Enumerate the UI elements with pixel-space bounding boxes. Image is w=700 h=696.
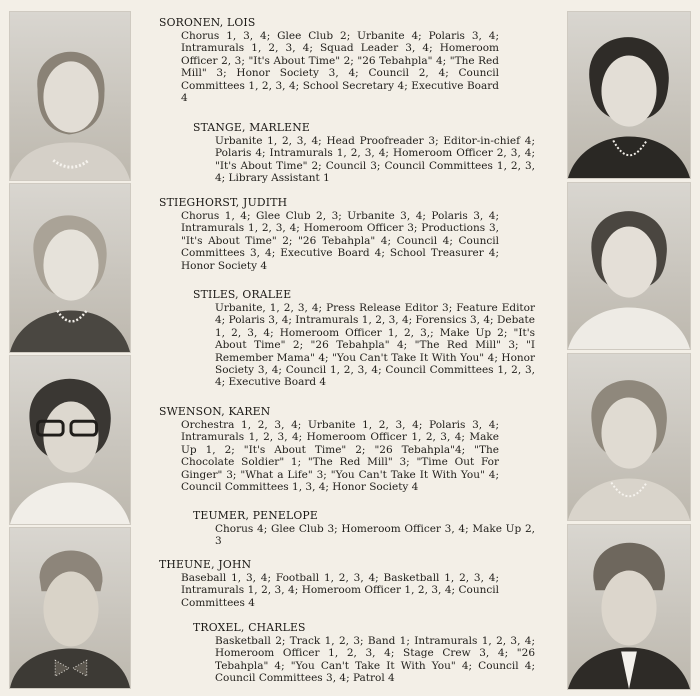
student-activities: Orchestra 1, 2, 3, 4; Urbanite 1, 2, 3, 4; Polaris 3, 4; Intramurals 1, 2, 3, 4; Homeroom Officer 1, 2, 3, 4; Make Up 1, 2; "It's About Time" 2; "26 Tebahpla"4; "The Chocolate Soldier" 1; "The Red Mill" 3; "Time Out For Ginger" 3; "What a Life" 3; "You Can't Take It With You" 4; Council Committees 1, 3, 4; Honor Society 4 <box>181 419 499 494</box>
portrait-soronen-lois <box>9 11 131 181</box>
student-entry <box>193 508 535 548</box>
student-activities: Chorus 1, 4; Glee Club 2, 3; Urbanite 3, 4; Polaris 3, 4; Intramurals 1, 2, 3, 4; Homeroom Officer 3; Productions 3, "It's About Time" 2; "26 Tebahpla" 4; Council 4; Council Committees 3, 4; Executive Board 4; School Treasurer 4; Honor Society 4 <box>181 210 499 272</box>
portrait-troxel-charles <box>567 524 691 690</box>
student-name: THEUNE, JOHN <box>159 558 252 571</box>
student-activities: Urbanite, 1, 2, 3, 4; Press Release Editor 3; Feature Editor 4; Polaris 3, 4; Intramurals 1, 2, 3, 4; Forensics 3, 4; Debate 1, 2, 3, 4; Homeroom Officer 1, 2, 3,; Make Up 2; "It's About Time" 2; "26 Tebahpla" 4; "The Red Mill" 3; "I Remember Mama" 4; "You Can't Take It With You" 4; Honor Society 3, 4; Council 1, 2, 3, 4; Council Committees 1, 2, 3, 4; Executive Board 4 <box>215 302 535 389</box>
student-entry <box>159 195 499 272</box>
portrait-silhouette <box>568 354 690 520</box>
portrait-silhouette <box>10 356 130 524</box>
portrait-silhouette <box>568 525 690 689</box>
portrait-swenson-karen <box>9 355 131 525</box>
portrait-stiles-oralee <box>567 182 691 350</box>
portrait-silhouette <box>10 184 130 352</box>
portrait-theune-john <box>9 527 131 689</box>
student-name: TROXEL, CHARLES <box>193 621 306 634</box>
student-name: SWENSON, KAREN <box>159 405 271 418</box>
student-activities: Chorus 4; Glee Club 3; Homeroom Officer 3, 4; Make Up 2, 3 <box>215 523 535 548</box>
student-name: SORONEN, LOIS <box>159 16 256 29</box>
portrait-silhouette <box>10 12 130 180</box>
student-activities: Baseball 1, 3, 4; Football 1, 2, 3, 4; Basketball 1, 2, 3, 4; Intramurals 1, 2, 3, 4; Homeroom Officer 1, 2, 3, 4; Council Committees 4 <box>181 572 499 609</box>
portrait-silhouette <box>568 183 690 349</box>
student-activities: Urbanite 1, 2, 3, 4; Head Proofreader 3; Editor-in-chief 4; Polaris 4; Intramurals 1, 2, 3, 4; Homeroom Officer 2, 3, 4; "It's About Time" 2; Council 3; Council Committees 1, 2, 3, 4; Library Assistant 1 <box>215 135 535 185</box>
student-name: TEUMER, PENELOPE <box>193 509 318 522</box>
student-name: STANGE, MARLENE <box>193 121 310 134</box>
portrait-silhouette <box>568 12 690 178</box>
student-name: STIEGHORST, JUDITH <box>159 196 288 209</box>
student-entry <box>159 404 499 493</box>
student-activities: Basketball 2; Track 1, 2, 3; Band 1; Intramurals 1, 2, 3, 4; Homeroom Officer 1, 2, 3, 4; Stage Crew 3, 4; "26 Tebahpla" 4; "You Can't Take It With You" 4; Council 4; Council Committees 3, 4; Patrol 4 <box>215 635 535 685</box>
student-entry <box>193 620 535 685</box>
student-entry <box>193 287 535 389</box>
portrait-silhouette <box>10 528 130 688</box>
student-activities: Chorus 1, 3, 4; Glee Club 2; Urbanite 4; Polaris 3, 4; Intramurals 1, 2, 3, 4; Squad Leader 3, 4; Homeroom Officer 2, 3; "It's About Time" 2; "26 Tebahpla" 4; "The Red Mill" 3; Honor Society 3, 4; Council 2, 4; Council Committees 1, 2, 3, 4; School Secretary 4; Executive Board 4 <box>181 30 499 105</box>
portrait-teumer-penelope <box>567 353 691 521</box>
student-entry <box>159 15 499 104</box>
student-entry <box>159 557 499 609</box>
portrait-stieghorst-judith <box>9 183 131 353</box>
student-name: STILES, ORALEE <box>193 288 292 301</box>
student-entry <box>193 120 535 185</box>
portrait-stange-marlene <box>567 11 691 179</box>
